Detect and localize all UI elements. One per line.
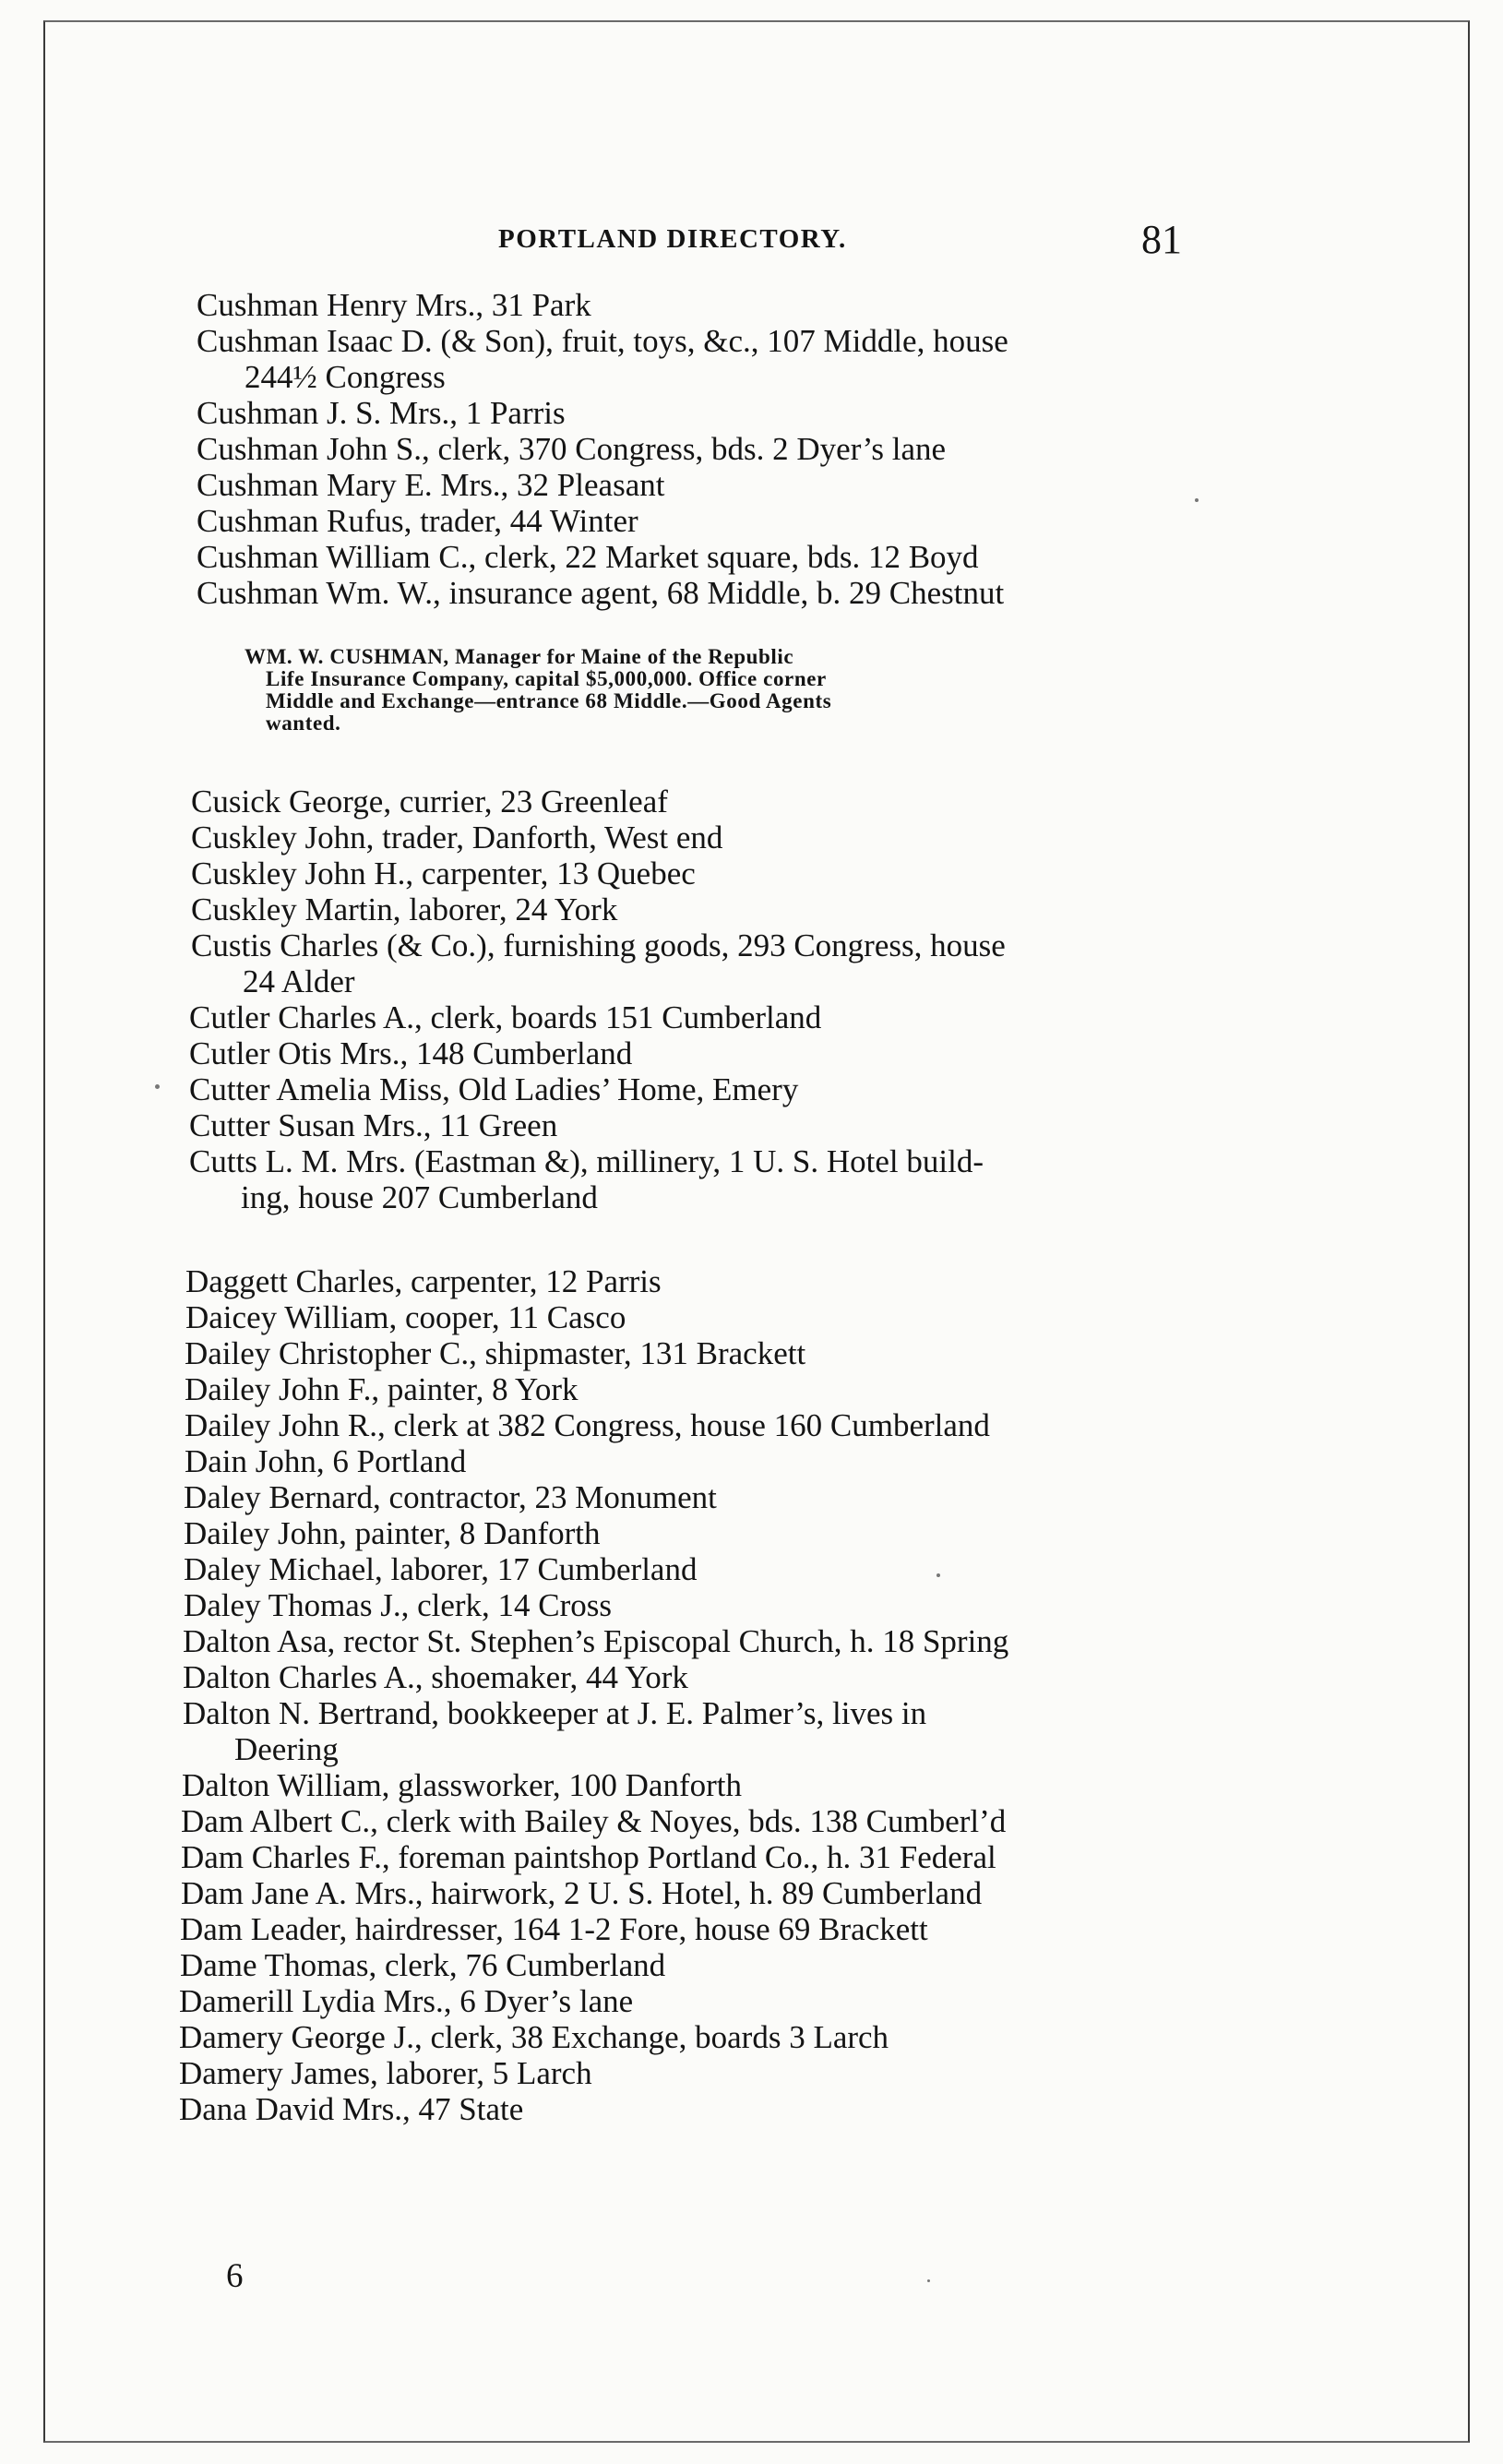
directory-entry: Dalton William, glassworker, 100 Danforth xyxy=(182,1767,742,1803)
directory-entry: Dain John, 6 Portland xyxy=(185,1443,467,1479)
directory-entry: Daley Michael, laborer, 17 Cumberland xyxy=(184,1551,698,1587)
advertisement-notice-line: WM. W. CUSHMAN, Manager for Maine of the Republic xyxy=(245,645,794,668)
directory-entry: Dailey John, painter, 8 Danforth xyxy=(184,1515,601,1551)
page-number: 81 xyxy=(1141,217,1182,262)
advertisement-notice-line: Life Insurance Company, capital $5,000,000. Office corner xyxy=(266,667,827,690)
directory-entry: Custis Charles (& Co.), furnishing goods, 293 Congress, house xyxy=(191,927,1006,963)
directory-entry: Dam Albert C., clerk with Bailey & Noyes, bds. 138 Cumberl’d xyxy=(181,1803,1007,1839)
print-speck xyxy=(1195,498,1199,502)
print-speck xyxy=(155,1084,160,1089)
directory-entry: Cutts L. M. Mrs. (Eastman &), millinery, 1 U. S. Hotel build- xyxy=(189,1143,984,1179)
directory-entry-continuation: Deering xyxy=(234,1731,339,1767)
directory-entry: Cutler Charles A., clerk, boards 151 Cumberland xyxy=(189,999,822,1035)
running-header-title: PORTLAND DIRECTORY. xyxy=(498,224,847,254)
directory-entry: Dailey John R., clerk at 382 Congress, house 160 Cumberland xyxy=(185,1407,990,1443)
directory-entry: Cuskley John H., carpenter, 13 Quebec xyxy=(191,855,696,891)
print-speck xyxy=(927,2279,930,2282)
directory-entry: Cuskley Martin, laborer, 24 York xyxy=(191,891,618,927)
directory-entry: Dam Leader, hairdresser, 164 1-2 Fore, house 69 Brackett xyxy=(180,1911,928,1947)
directory-entry-continuation: ing, house 207 Cumberland xyxy=(241,1179,598,1215)
directory-entry: Dalton Asa, rector St. Stephen’s Episcopal Church, h. 18 Spring xyxy=(183,1623,1009,1659)
directory-entry: Cuskley John, trader, Danforth, West end xyxy=(191,819,723,855)
directory-entry: Daley Bernard, contractor, 23 Monument xyxy=(184,1479,717,1515)
directory-entry: Cusick George, currier, 23 Greenleaf xyxy=(191,783,668,819)
directory-entry: Daley Thomas J., clerk, 14 Cross xyxy=(184,1587,613,1623)
directory-entry: Cushman Wm. W., insurance agent, 68 Middle, b. 29 Chestnut xyxy=(197,575,1005,611)
directory-entry: Dalton N. Bertrand, bookkeeper at J. E. Palmer’s, lives in xyxy=(183,1695,927,1731)
advertisement-notice-line: wanted. xyxy=(266,712,341,735)
directory-entry: Cushman William C., clerk, 22 Market square, bds. 12 Boyd xyxy=(197,539,979,575)
directory-entry-continuation: 24 Alder xyxy=(243,963,355,999)
directory-entry: Cutter Amelia Miss, Old Ladies’ Home, Emery xyxy=(189,1071,799,1107)
directory-entry-continuation: 244½ Congress xyxy=(245,359,446,395)
directory-entry: Cushman Henry Mrs., 31 Park xyxy=(197,287,591,323)
directory-entry: Cutter Susan Mrs., 11 Green xyxy=(189,1107,558,1143)
print-speck xyxy=(936,1573,940,1577)
directory-entry: Cushman Isaac D. (& Son), fruit, toys, &c., 107 Middle, house xyxy=(197,323,1008,359)
directory-entry: Damery James, laborer, 5 Larch xyxy=(179,2055,592,2091)
directory-entry: Dailey Christopher C., shipmaster, 131 Brackett xyxy=(185,1335,806,1371)
directory-entry: Cushman J. S. Mrs., 1 Parris xyxy=(197,395,566,431)
directory-entry: Damerill Lydia Mrs., 6 Dyer’s lane xyxy=(179,1983,634,2019)
directory-entry: Daggett Charles, carpenter, 12 Parris xyxy=(185,1263,662,1299)
signature-mark: 6 xyxy=(226,2257,244,2295)
directory-entry: Cushman Rufus, trader, 44 Winter xyxy=(197,503,638,539)
directory-entry: Dam Charles F., foreman paintshop Portland Co., h. 31 Federal xyxy=(181,1839,996,1875)
directory-entry: Dame Thomas, clerk, 76 Cumberland xyxy=(180,1947,666,1983)
directory-entry: Dailey John F., painter, 8 York xyxy=(185,1371,579,1407)
directory-entry: Damery George J., clerk, 38 Exchange, boards 3 Larch xyxy=(179,2019,889,2055)
directory-entry: Cushman Mary E. Mrs., 32 Pleasant xyxy=(197,467,665,503)
directory-entry: Cushman John S., clerk, 370 Congress, bds. 2 Dyer’s lane xyxy=(197,431,947,467)
directory-entry: Daicey William, cooper, 11 Casco xyxy=(185,1299,626,1335)
directory-entry: Cutler Otis Mrs., 148 Cumberland xyxy=(189,1035,633,1071)
directory-entry: Dana David Mrs., 47 State xyxy=(179,2091,524,2127)
advertisement-notice-line: Middle and Exchange—entrance 68 Middle.—Good Agents xyxy=(266,689,832,712)
directory-entry: Dalton Charles A., shoemaker, 44 York xyxy=(183,1659,688,1695)
directory-entry: Dam Jane A. Mrs., hairwork, 2 U. S. Hotel, h. 89 Cumberland xyxy=(181,1875,983,1911)
